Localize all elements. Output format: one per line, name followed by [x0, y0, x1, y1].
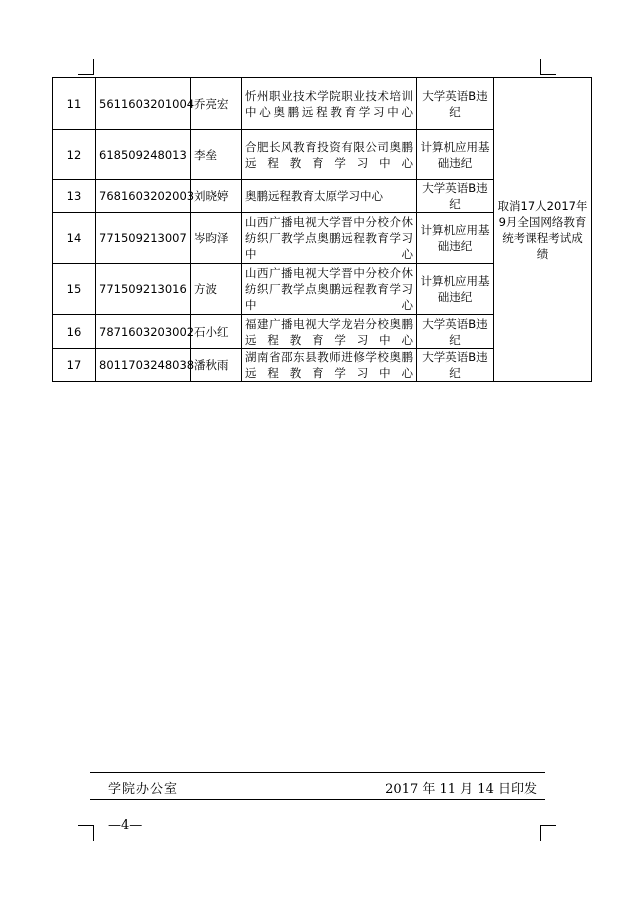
crop-mark-bottom-left-h	[78, 825, 94, 826]
violation-reason: 大学英语B违纪	[417, 180, 494, 213]
student-name: 李垒	[191, 130, 242, 180]
issuing-office: 学院办公室	[108, 782, 179, 797]
row-number: 16	[53, 315, 96, 349]
student-name: 刘晓婷	[191, 180, 242, 213]
crop-mark-bottom-left-v	[93, 825, 94, 841]
row-number: 11	[53, 78, 96, 130]
learning-center: 忻州职业技术学院职业技术培训中心奥鹏远程教育学习中心	[242, 78, 417, 130]
student-name: 石小红	[191, 315, 242, 349]
crop-mark-top-right-h	[540, 74, 556, 75]
crop-mark-bottom-right-h	[540, 825, 556, 826]
issue-date: 2017 年 11 月 14 日印发	[385, 782, 537, 797]
page-number: —4—	[108, 818, 143, 833]
decision-note: 取消17人2017年9月全国网络教育统考课程考试成绩	[494, 78, 592, 382]
learning-center: 山西广播电视大学晋中分校介休纺织厂教学点奥鹏远程教育学习中心	[242, 264, 417, 315]
crop-mark-top-left-h	[78, 74, 94, 75]
footer-bottom-rule	[90, 799, 545, 800]
violation-reason: 计算机应用基础违纪	[417, 130, 494, 180]
row-number: 14	[53, 213, 96, 264]
violation-table	[52, 77, 592, 382]
student-id: 5611603201004	[96, 78, 191, 130]
learning-center: 湖南省邵东县教师进修学校奥鹏远程教育学习中心	[242, 349, 417, 382]
row-number: 17	[53, 349, 96, 382]
student-id: 771509213016	[96, 264, 191, 315]
student-id: 7681603202003	[96, 180, 191, 213]
row-number: 13	[53, 180, 96, 213]
crop-mark-top-right-v	[540, 59, 541, 75]
student-id: 8011703248038	[96, 349, 191, 382]
footer-top-rule	[90, 772, 545, 773]
violation-reason: 大学英语B违纪	[417, 78, 494, 130]
student-id: 771509213007	[96, 213, 191, 264]
violation-reason: 大学英语B违纪	[417, 349, 494, 382]
student-name: 乔亮宏	[191, 78, 242, 130]
crop-mark-bottom-right-v	[540, 825, 541, 841]
student-name: 方波	[191, 264, 242, 315]
learning-center: 山西广播电视大学晋中分校介休纺织厂教学点奥鹏远程教育学习中心	[242, 213, 417, 264]
learning-center: 合肥长风教育投资有限公司奥鹏远程教育学习中心	[242, 130, 417, 180]
student-name: 潘秋雨	[191, 349, 242, 382]
row-number: 12	[53, 130, 96, 180]
student-name: 岑昀泽	[191, 213, 242, 264]
violation-reason: 计算机应用基础违纪	[417, 213, 494, 264]
student-id: 618509248013	[96, 130, 191, 180]
student-id: 7871603203002	[96, 315, 191, 349]
violation-reason: 计算机应用基础违纪	[417, 264, 494, 315]
row-number: 15	[53, 264, 96, 315]
crop-mark-top-left-v	[93, 59, 94, 75]
learning-center: 福建广播电视大学龙岩分校奥鹏远程教育学习中心	[242, 315, 417, 349]
violation-reason: 大学英语B违纪	[417, 315, 494, 349]
learning-center: 奥鹏远程教育太原学习中心	[242, 180, 417, 213]
table-row	[53, 78, 592, 130]
